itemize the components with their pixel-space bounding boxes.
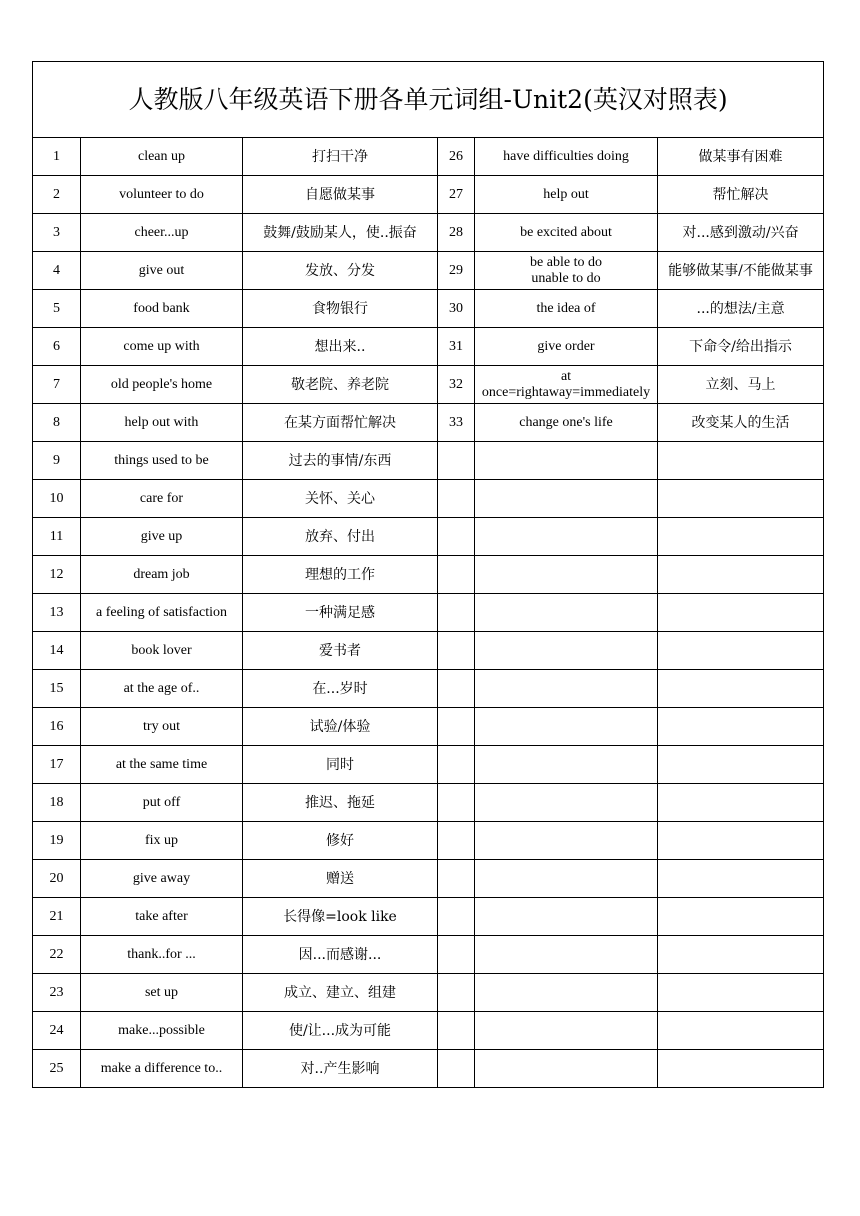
row-number: 18 [33,784,81,822]
empty-cell [438,746,475,784]
table-row [33,404,824,442]
phrase-english: come up with [81,328,243,366]
empty-cell [475,898,658,936]
table-row [33,214,824,252]
phrase-chinese: 发放、分发 [243,252,438,290]
phrase-chinese: 推迟、拖延 [243,784,438,822]
table-row [33,708,824,746]
empty-cell [658,442,824,480]
empty-cell [438,860,475,898]
phrase-chinese: 一种满足感 [243,594,438,632]
phrase-english-two-line [475,252,658,290]
empty-cell [658,1012,824,1050]
empty-cell [475,784,658,822]
row-number: 10 [33,480,81,518]
phrase-english: old people's home [81,366,243,404]
empty-cell [658,898,824,936]
table-row [33,366,824,404]
empty-cell [475,594,658,632]
phrase-chinese: 打扫干净 [243,138,438,176]
table-row [33,556,824,594]
empty-cell [475,480,658,518]
phrase-chinese: 自愿做某事 [243,176,438,214]
table-row [33,746,824,784]
table-row [33,290,824,328]
row-number: 3 [33,214,81,252]
empty-cell [658,556,824,594]
table-row [33,898,824,936]
row-number: 16 [33,708,81,746]
phrase-chinese: 长得像=look like [243,898,438,936]
empty-cell [475,822,658,860]
row-number: 21 [33,898,81,936]
table-row [33,632,824,670]
phrase-chinese: 放弃、付出 [243,518,438,556]
empty-cell [475,974,658,1012]
row-number: 17 [33,746,81,784]
empty-cell [438,480,475,518]
phrase-chinese: 改变某人的生活 [658,404,824,442]
empty-cell [658,518,824,556]
row-number: 33 [438,404,475,442]
phrase-english: give out [81,252,243,290]
phrase-english: try out [81,708,243,746]
table-row [33,936,824,974]
empty-cell [658,594,824,632]
table-row [33,442,824,480]
phrase-chinese: 关怀、关心 [243,480,438,518]
empty-cell [475,556,658,594]
row-number: 19 [33,822,81,860]
page-title: 人教版八年级英语下册各单元词组-Unit2(英汉对照表) [33,62,824,138]
phrase-english: be excited about [475,214,658,252]
table-row [33,670,824,708]
empty-cell [658,784,824,822]
empty-cell [438,974,475,1012]
empty-cell [658,670,824,708]
phrase-english: give away [81,860,243,898]
phrase-chinese: 做某事有困难 [658,138,824,176]
phrase-line: at [560,368,572,384]
table-row [33,1012,824,1050]
phrase-english: fix up [81,822,243,860]
table-row [33,822,824,860]
row-number: 5 [33,290,81,328]
row-number: 22 [33,936,81,974]
empty-cell [438,936,475,974]
empty-cell [438,632,475,670]
vocab-table [32,61,824,1088]
empty-cell [438,1050,475,1088]
empty-cell [438,670,475,708]
row-number: 29 [438,252,475,290]
title-row [33,62,824,138]
row-number: 8 [33,404,81,442]
phrase-english: have difficulties doing [475,138,658,176]
empty-cell [438,784,475,822]
phrase-english: cheer...up [81,214,243,252]
phrase-chinese: 能够做某事/不能做某事 [658,252,824,290]
phrase-chinese: 帮忙解决 [658,176,824,214]
empty-cell [658,936,824,974]
phrase-chinese: 在...岁时 [243,670,438,708]
table-row [33,784,824,822]
phrase-chinese: 对...感到激动/兴奋 [658,214,824,252]
empty-cell [658,860,824,898]
empty-cell [658,822,824,860]
empty-cell [475,708,658,746]
empty-cell [475,670,658,708]
row-number: 30 [438,290,475,328]
table-row [33,860,824,898]
phrase-english: food bank [81,290,243,328]
row-number: 26 [438,138,475,176]
row-number: 15 [33,670,81,708]
phrase-chinese: ...的想法/主意 [658,290,824,328]
phrase-chinese: 爱书者 [243,632,438,670]
empty-cell [438,822,475,860]
phrase-english: dream job [81,556,243,594]
row-number: 20 [33,860,81,898]
row-number: 14 [33,632,81,670]
phrase-english: put off [81,784,243,822]
row-number: 2 [33,176,81,214]
phrase-chinese: 食物银行 [243,290,438,328]
row-number: 23 [33,974,81,1012]
phrase-chinese: 成立、建立、组建 [243,974,438,1012]
row-number: 4 [33,252,81,290]
row-number: 12 [33,556,81,594]
row-number: 7 [33,366,81,404]
phrase-line: once=rightaway=immediately [481,384,651,400]
empty-cell [658,1050,824,1088]
phrase-english: at the same time [81,746,243,784]
phrase-chinese: 因...而感谢... [243,936,438,974]
row-number: 13 [33,594,81,632]
vocab-sheet [32,61,823,1088]
phrase-english: make...possible [81,1012,243,1050]
empty-cell [438,556,475,594]
phrase-english: volunteer to do [81,176,243,214]
row-number: 25 [33,1050,81,1088]
phrase-chinese: 过去的事情/东西 [243,442,438,480]
phrase-english-two-line [475,366,658,404]
phrase-line: unable to do [531,270,601,286]
table-row [33,594,824,632]
empty-cell [658,632,824,670]
phrase-english: make a difference to.. [81,1050,243,1088]
phrase-chinese: 试验/体验 [243,708,438,746]
phrase-english: care for [81,480,243,518]
phrase-english: set up [81,974,243,1012]
empty-cell [475,860,658,898]
empty-cell [658,480,824,518]
phrase-line: be able to do [530,254,602,270]
table-row [33,328,824,366]
phrase-chinese: 赠送 [243,860,438,898]
empty-cell [475,746,658,784]
phrase-chinese: 敬老院、养老院 [243,366,438,404]
row-number: 11 [33,518,81,556]
phrase-english: thank..for ... [81,936,243,974]
phrase-chinese: 鼓舞/鼓励某人，使..振奋 [243,214,438,252]
phrase-english: the idea of [475,290,658,328]
empty-cell [475,1012,658,1050]
empty-cell [658,974,824,1012]
empty-cell [438,442,475,480]
empty-cell [658,708,824,746]
phrase-chinese: 同时 [243,746,438,784]
phrase-chinese: 修好 [243,822,438,860]
empty-cell [438,518,475,556]
row-number: 24 [33,1012,81,1050]
row-number: 27 [438,176,475,214]
table-row [33,518,824,556]
row-number: 32 [438,366,475,404]
phrase-english: clean up [81,138,243,176]
table-row [33,974,824,1012]
phrase-english: change one's life [475,404,658,442]
phrase-chinese: 立刻、马上 [658,366,824,404]
phrase-english: take after [81,898,243,936]
phrase-english: at the age of.. [81,670,243,708]
phrase-english: give order [475,328,658,366]
empty-cell [438,708,475,746]
empty-cell [475,1050,658,1088]
row-number: 6 [33,328,81,366]
phrase-chinese: 下命令/给出指示 [658,328,824,366]
phrase-english: things used to be [81,442,243,480]
phrase-english: give up [81,518,243,556]
table-row [33,252,824,290]
empty-cell [475,442,658,480]
row-number: 31 [438,328,475,366]
empty-cell [475,936,658,974]
table-row [33,176,824,214]
empty-cell [475,518,658,556]
row-number: 9 [33,442,81,480]
phrase-chinese: 在某方面帮忙解决 [243,404,438,442]
table-row [33,1050,824,1088]
empty-cell [658,746,824,784]
empty-cell [438,1012,475,1050]
row-number: 1 [33,138,81,176]
phrase-chinese: 对..产生影响 [243,1050,438,1088]
phrase-chinese: 想出来.. [243,328,438,366]
row-number: 28 [438,214,475,252]
phrase-english: help out with [81,404,243,442]
phrase-english: a feeling of satisfaction [81,594,243,632]
empty-cell [475,632,658,670]
empty-cell [438,594,475,632]
phrase-english: help out [475,176,658,214]
empty-cell [438,898,475,936]
phrase-chinese: 使/让...成为可能 [243,1012,438,1050]
phrase-chinese: 理想的工作 [243,556,438,594]
phrase-english: book lover [81,632,243,670]
table-row [33,480,824,518]
table-row [33,138,824,176]
